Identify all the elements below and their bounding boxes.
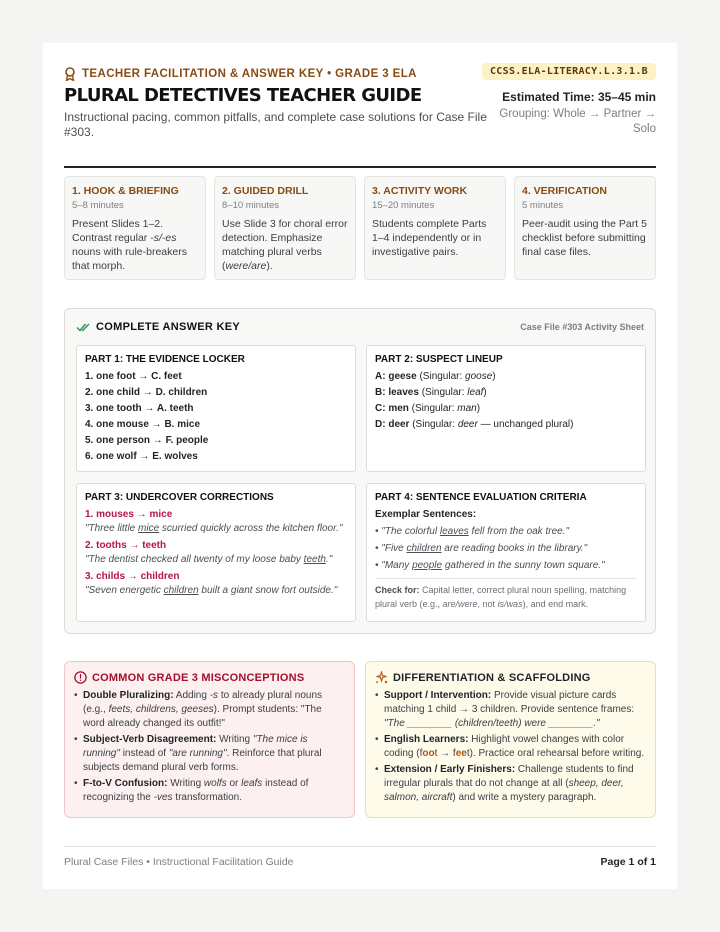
answer-text: 5. one person → F. people — [85, 435, 209, 446]
answer-item — [85, 449, 347, 465]
footer-left: Plural Case Files • Instructional Facilitation Guide — [64, 855, 294, 868]
strategy-label: Extension / Early Finishers: — [384, 764, 516, 775]
sentence-text: "The dentist checked all twenty of my loose baby — [85, 554, 304, 565]
plural-word: leaves — [439, 526, 469, 537]
suspect-note: (Singular: — [409, 419, 458, 430]
strategy-item — [375, 733, 646, 761]
suspect-plural: B: leaves — [375, 387, 419, 398]
misconceptions-header — [74, 671, 345, 684]
suspect-singular: leaf — [467, 387, 484, 398]
misconception-item — [74, 689, 345, 731]
misconceptions-box — [64, 661, 355, 818]
differentiation-header — [375, 671, 646, 684]
plural-word: people — [412, 560, 443, 571]
phase-desc-text: Students complete Parts 1–4 independently or in investigative pairs. — [372, 218, 487, 258]
sentence-text: ." — [325, 554, 333, 565]
answer-item — [85, 433, 347, 449]
strategy-label: English Learners: — [384, 734, 469, 745]
plural-word: children — [406, 543, 442, 554]
pacing-phases — [64, 176, 656, 280]
sentence-text: • "The colorful — [375, 526, 440, 537]
suspect-item — [375, 369, 637, 385]
part-4-title: PART 4: SENTENCE EVALUATION CRITERIA — [375, 492, 587, 503]
strategy-text: Challenge students to find irregular plurals that do not change at all (sheep, deer, salmon, aircraft) and write a mystery paragraph. — [384, 764, 634, 803]
answer-key-header — [76, 319, 644, 335]
phase-desc-text: ). — [266, 260, 273, 272]
sentence-text: • "Many — [375, 560, 413, 571]
part-3-card — [76, 483, 356, 622]
differentiation-list — [375, 689, 646, 805]
phase-duration: 5 minutes — [522, 200, 564, 211]
suspect-note: (Singular: — [418, 387, 468, 398]
suspect-plural: A: geese — [375, 371, 417, 382]
answer-key-title: COMPLETE ANSWER KEY — [96, 321, 241, 333]
double-check-icon — [76, 321, 90, 333]
alert-circle-icon — [74, 671, 87, 684]
phase-card — [514, 176, 656, 280]
puzzle-sparkle-icon — [375, 671, 388, 684]
answer-text: 6. one wolf → E. wolves — [85, 451, 198, 462]
correction-label: 2. tooths → teeth — [85, 540, 167, 551]
phase-desc-text: Present Slides 1–2. Contrast regular — [72, 218, 164, 244]
suspect-singular: man — [457, 403, 477, 414]
answer-text: 4. one mouse → B. mice — [85, 419, 201, 430]
phase-duration: 5–8 minutes — [72, 200, 124, 211]
suspect-plural: D: deer — [375, 419, 410, 430]
suspect-plural: C: men — [375, 403, 409, 414]
sentence-text: fell from the oak tree." — [468, 526, 570, 537]
part-2-list — [375, 369, 637, 433]
answer-text: 2. one child → D. children — [85, 387, 208, 398]
phase-description — [72, 217, 198, 273]
suspect-note: — unchanged plural) — [477, 419, 574, 430]
page-footer — [64, 846, 656, 876]
answer-key-sheet: Case File #303 Activity Sheet — [520, 322, 644, 332]
phase-desc-emphasis: -s/-es — [150, 232, 177, 244]
phase-description — [222, 217, 348, 273]
misconceptions-title: COMMON GRADE 3 MISCONCEPTIONS — [92, 671, 305, 684]
misconception-label: F-to-V Confusion: — [83, 778, 168, 789]
misconceptions-list — [74, 689, 345, 805]
phase-title: 3. ACTIVITY WORK — [372, 185, 468, 197]
exemplar-heading: Exemplar Sentences: — [375, 509, 477, 520]
answer-key — [64, 308, 656, 634]
phase-title: 4. VERIFICATION — [522, 185, 607, 197]
phase-description — [372, 217, 498, 259]
phase-desc-text: Peer-audit using the Part 5 checklist before submitting final case files. — [522, 218, 647, 258]
answer-item — [85, 369, 347, 385]
exemplar-list — [375, 523, 637, 574]
differentiation-box — [365, 661, 656, 818]
page-subtitle: Instructional pacing, common pitfalls, and complete case solutions for Case File #303. — [64, 110, 487, 139]
sentence-text: are reading books in the library." — [441, 543, 588, 554]
correction-sentence — [85, 553, 347, 567]
phase-card — [214, 176, 356, 280]
phase-desc-text: nouns with rule-breakers that morph. — [72, 246, 187, 272]
suspect-item — [375, 417, 637, 433]
correction-label: 1. mouses → mice — [85, 509, 173, 520]
answer-item — [85, 385, 347, 401]
part-1-title: PART 1: THE EVIDENCE LOCKER — [85, 354, 245, 365]
misconception-item — [74, 777, 345, 805]
exemplar-sentence — [375, 540, 637, 557]
phase-card — [64, 176, 206, 280]
misconception-text: Writing "The mice is running" instead of "are running". Reinforce that plural subjects demand plural verb forms. — [83, 734, 322, 773]
answer-item — [85, 401, 347, 417]
grouping: Grouping: Whole → Partner → Solo — [499, 108, 656, 135]
exemplar-sentence — [375, 557, 637, 574]
suspect-item — [375, 385, 637, 401]
sentence-text: built a giant snow fort outside." — [198, 585, 338, 596]
phase-title: 1. HOOK & BRIEFING — [72, 185, 179, 197]
sentence-text: gathered in the sunny town square." — [442, 560, 605, 571]
suspect-singular: deer — [457, 419, 478, 430]
award-ribbon-icon — [64, 67, 76, 81]
misconception-text: Adding -s to already plural nouns (e.g., feets, childrens, geeses). Prompt students: "The word already changed its outfit!" — [83, 690, 323, 729]
part-3-title: PART 3: UNDERCOVER CORRECTIONS — [85, 492, 274, 503]
phase-desc-emphasis: were/are — [225, 260, 267, 272]
exemplar-sentence — [375, 523, 637, 540]
sentence-text: "Three little — [85, 523, 139, 534]
corrected-word: children — [163, 585, 199, 596]
suspect-singular: goose — [465, 371, 493, 382]
correction-sentence — [85, 584, 347, 598]
strategy-text: Highlight vowel changes with color coding (foot → feet). Practice oral rehearsal before writing. — [384, 734, 645, 759]
answer-text: 1. one foot → C. feet — [85, 371, 182, 382]
strategy-text: Provide visual picture cards matching 1 child → 3 children. Provide sentence frames: "The ________ (children/teeth) were ________." — [384, 690, 635, 729]
correction-label: 3. childs → children — [85, 571, 180, 582]
part-1-list — [85, 369, 347, 465]
suspect-note: ) — [483, 387, 487, 398]
strategy-label: Support / Intervention: — [384, 690, 492, 701]
guide-page — [43, 43, 677, 889]
differentiation-title: DIFFERENTIATION & SCAFFOLDING — [393, 671, 591, 684]
part-2-title: PART 2: SUSPECT LINEUP — [375, 354, 503, 365]
correction-sentence — [85, 522, 347, 536]
eyebrow — [64, 67, 417, 81]
suspect-note: ) — [492, 371, 496, 382]
misconception-label: Double Pluralizing: — [83, 690, 174, 701]
phase-duration: 8–10 minutes — [222, 200, 280, 211]
corrected-word: mice — [138, 523, 160, 534]
eyebrow-text: TEACHER FACILITATION & ANSWER KEY • GRADE 3 ELA — [82, 68, 417, 80]
answer-item — [85, 417, 347, 433]
suspect-note: (Singular: — [408, 403, 458, 414]
misconception-text: Writing wolfs or leafs instead of recognizing the -ves transformation. — [83, 778, 309, 803]
part-2-card — [366, 345, 646, 472]
corrected-word: teeth — [303, 554, 326, 565]
suspect-note: (Singular: — [416, 371, 466, 382]
sentence-text: "Seven energetic — [85, 585, 164, 596]
strategy-item — [375, 763, 646, 805]
misconception-item — [74, 733, 345, 775]
page-header — [64, 63, 656, 168]
sentence-text: scurried quickly across the kitchen floor." — [159, 523, 343, 534]
sentence-text: • "Five — [375, 543, 407, 554]
phase-desc-text: Use Slide 3 for choral error detection. Emphasize matching plural verbs ( — [222, 218, 348, 272]
answer-text: 3. one tooth → A. teeth — [85, 403, 194, 414]
check-criteria: Check for: Capital letter, correct plural noun spelling, matching plural verb (e.g., are/were, not is/was), and end mark. — [375, 578, 637, 611]
suspect-item — [375, 401, 637, 417]
page-number: Page 1 of 1 — [600, 855, 656, 868]
part-3-list — [85, 507, 347, 598]
standard-badge: CCSS.ELA-LITERACY.L.3.1.B — [482, 63, 656, 80]
strategy-item — [375, 689, 646, 731]
phase-description — [522, 217, 648, 259]
misconception-label: Subject-Verb Disagreement: — [83, 734, 217, 745]
time-info — [486, 90, 656, 137]
phase-duration: 15–20 minutes — [372, 200, 435, 211]
part-4-card — [366, 483, 646, 622]
phase-title: 2. GUIDED DRILL — [222, 185, 309, 197]
bottom-boxes — [64, 661, 656, 818]
part-1-card — [76, 345, 356, 472]
suspect-note: ) — [476, 403, 481, 414]
estimated-time: Estimated Time: 35–45 min — [502, 90, 656, 104]
phase-card — [364, 176, 506, 280]
page-title: PLURAL DETECTIVES TEACHER GUIDE — [64, 85, 422, 106]
